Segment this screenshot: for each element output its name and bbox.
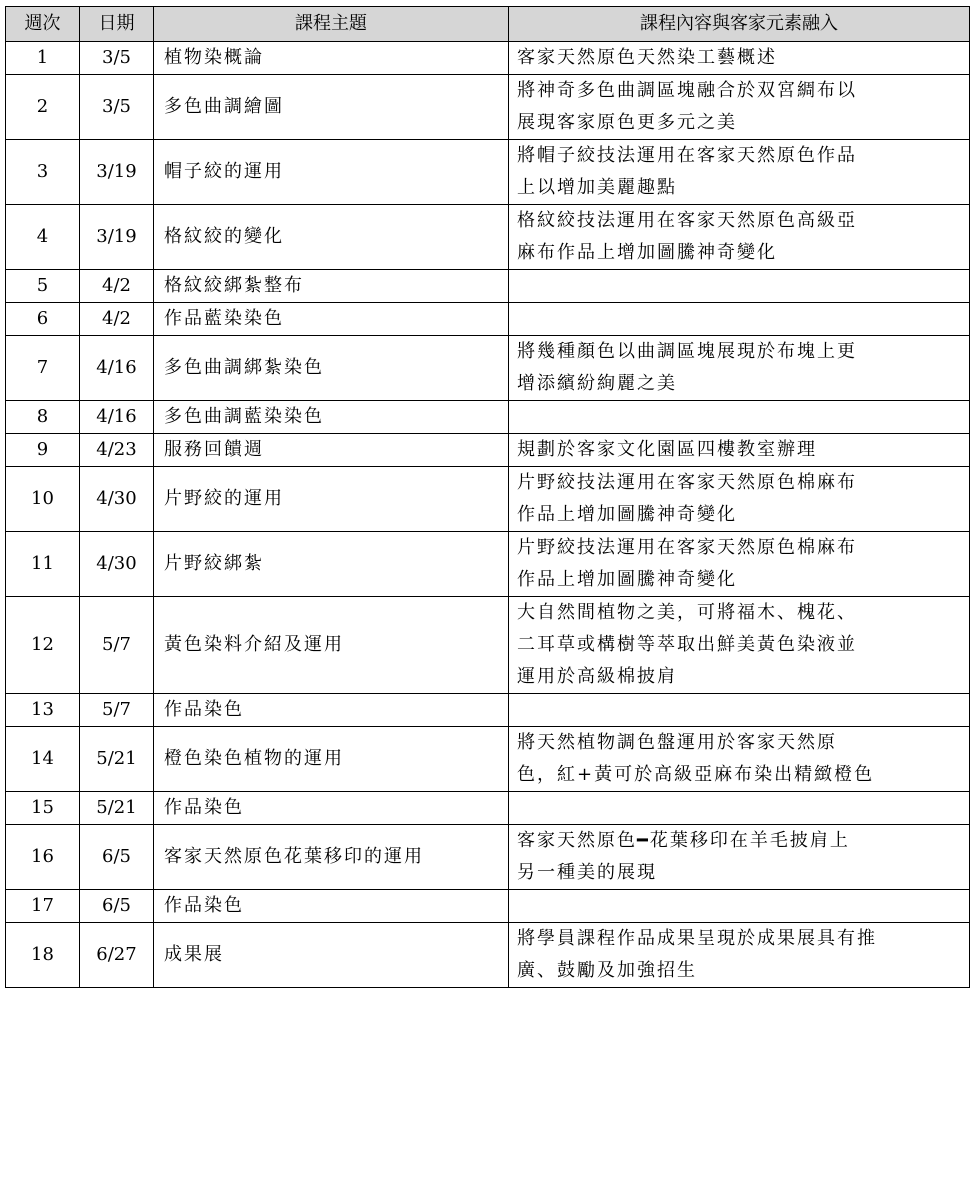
topic-cell: 帽子絞的運用	[154, 140, 509, 205]
date-cell: 4/30	[80, 467, 154, 532]
week-cell: 2	[6, 75, 80, 140]
table-row	[6, 825, 970, 890]
content-cell	[509, 401, 970, 434]
content-cell: 將幾種顏色以曲調區塊展現於布塊上更 增添繽紛絢麗之美	[509, 336, 970, 401]
content-cell	[509, 890, 970, 923]
date-cell: 5/7	[80, 694, 154, 727]
date-cell: 4/2	[80, 303, 154, 336]
content-cell	[509, 270, 970, 303]
table-row	[6, 270, 970, 303]
topic-cell: 作品染色	[154, 792, 509, 825]
content-cell	[509, 303, 970, 336]
week-cell: 3	[6, 140, 80, 205]
date-cell: 5/21	[80, 727, 154, 792]
week-cell: 4	[6, 205, 80, 270]
header-topic: 課程主題	[154, 7, 509, 42]
table-row	[6, 303, 970, 336]
topic-cell: 服務回饋週	[154, 434, 509, 467]
table-row	[6, 694, 970, 727]
content-cell: 客家天然原色━花葉移印在羊毛披肩上 另一種美的展現	[509, 825, 970, 890]
table-row	[6, 792, 970, 825]
content-cell: 將帽子絞技法運用在客家天然原色作品 上以增加美麗趣點	[509, 140, 970, 205]
content-cell: 將天然植物調色盤運用於客家天然原 色，紅+黃可於高級亞麻布染出精緻橙色	[509, 727, 970, 792]
date-cell: 5/21	[80, 792, 154, 825]
content-cell	[509, 792, 970, 825]
table-row	[6, 467, 970, 532]
week-cell: 12	[6, 597, 80, 694]
week-cell: 17	[6, 890, 80, 923]
week-cell: 1	[6, 42, 80, 75]
week-cell: 10	[6, 467, 80, 532]
content-cell: 片野絞技法運用在客家天然原色棉麻布 作品上增加圖騰神奇變化	[509, 467, 970, 532]
date-cell: 4/2	[80, 270, 154, 303]
content-cell	[509, 694, 970, 727]
week-cell: 16	[6, 825, 80, 890]
table-row	[6, 336, 970, 401]
table-row	[6, 434, 970, 467]
topic-cell: 作品染色	[154, 694, 509, 727]
topic-cell: 格紋絞的變化	[154, 205, 509, 270]
content-cell: 客家天然原色天然染工藝概述	[509, 42, 970, 75]
content-cell: 將學員課程作品成果呈現於成果展具有推 廣、鼓勵及加強招生	[509, 923, 970, 988]
content-cell: 片野絞技法運用在客家天然原色棉麻布 作品上增加圖騰神奇變化	[509, 532, 970, 597]
topic-cell: 片野絞綁紮	[154, 532, 509, 597]
table-row	[6, 42, 970, 75]
topic-cell: 黃色染料介紹及運用	[154, 597, 509, 694]
week-cell: 8	[6, 401, 80, 434]
week-cell: 9	[6, 434, 80, 467]
topic-cell: 橙色染色植物的運用	[154, 727, 509, 792]
week-cell: 14	[6, 727, 80, 792]
table-row	[6, 401, 970, 434]
date-cell: 3/19	[80, 205, 154, 270]
content-cell: 格紋絞技法運用在客家天然原色高級亞 麻布作品上增加圖騰神奇變化	[509, 205, 970, 270]
week-cell: 15	[6, 792, 80, 825]
date-cell: 4/30	[80, 532, 154, 597]
course-schedule-table	[5, 6, 970, 988]
topic-cell: 客家天然原色花葉移印的運用	[154, 825, 509, 890]
date-cell: 6/5	[80, 825, 154, 890]
topic-cell: 格紋絞綁紮整布	[154, 270, 509, 303]
date-cell: 3/5	[80, 42, 154, 75]
topic-cell: 植物染概論	[154, 42, 509, 75]
header-content: 課程內容與客家元素融入	[509, 7, 970, 42]
week-cell: 5	[6, 270, 80, 303]
table-row	[6, 140, 970, 205]
week-cell: 11	[6, 532, 80, 597]
topic-cell: 片野絞的運用	[154, 467, 509, 532]
header-row	[6, 7, 970, 42]
table-row	[6, 75, 970, 140]
week-cell: 7	[6, 336, 80, 401]
content-cell: 大自然間植物之美，可將福木、槐花、 二耳草或構樹等萃取出鮮美黃色染液並 運用於高級棉披肩	[509, 597, 970, 694]
header-week: 週次	[6, 7, 80, 42]
table-row	[6, 205, 970, 270]
topic-cell: 多色曲調綁紮染色	[154, 336, 509, 401]
week-cell: 13	[6, 694, 80, 727]
content-cell: 規劃於客家文化園區四樓教室辦理	[509, 434, 970, 467]
topic-cell: 成果展	[154, 923, 509, 988]
table-row	[6, 727, 970, 792]
date-cell: 4/16	[80, 336, 154, 401]
topic-cell: 多色曲調繪圖	[154, 75, 509, 140]
table-row	[6, 597, 970, 694]
topic-cell: 作品藍染染色	[154, 303, 509, 336]
date-cell: 6/27	[80, 923, 154, 988]
date-cell: 5/7	[80, 597, 154, 694]
topic-cell: 多色曲調藍染染色	[154, 401, 509, 434]
week-cell: 18	[6, 923, 80, 988]
topic-cell: 作品染色	[154, 890, 509, 923]
content-cell: 將神奇多色曲調區塊融合於双宮綢布以 展現客家原色更多元之美	[509, 75, 970, 140]
date-cell: 3/5	[80, 75, 154, 140]
week-cell: 6	[6, 303, 80, 336]
table-row	[6, 890, 970, 923]
date-cell: 4/23	[80, 434, 154, 467]
date-cell: 4/16	[80, 401, 154, 434]
date-cell: 6/5	[80, 890, 154, 923]
table-row	[6, 923, 970, 988]
date-cell: 3/19	[80, 140, 154, 205]
table-row	[6, 532, 970, 597]
header-date: 日期	[80, 7, 154, 42]
